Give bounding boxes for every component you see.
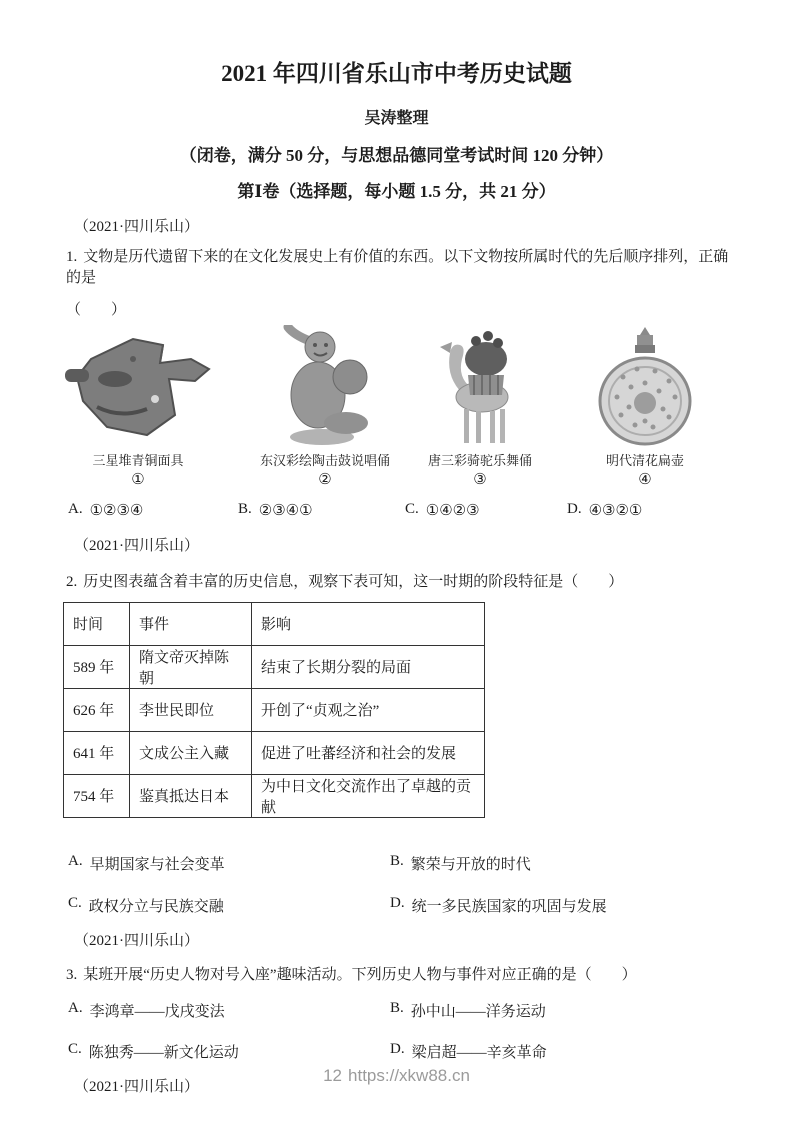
table-cell: 开创了“贞观之治” bbox=[252, 688, 485, 731]
option-3c bbox=[68, 1041, 390, 1062]
option-label: B. bbox=[390, 999, 404, 1016]
option-label: C. bbox=[405, 500, 419, 517]
option-value: ①④②③ bbox=[425, 502, 480, 519]
option-value: ④③②① bbox=[588, 502, 643, 519]
question-2-stem bbox=[66, 572, 735, 593]
option-3d bbox=[390, 1041, 547, 1062]
question-3-options-row-1 bbox=[68, 1000, 793, 1021]
table-cell: 为中日文化交流作出了卓越的贡献 bbox=[252, 774, 485, 817]
page-footer bbox=[0, 1066, 793, 1086]
table-header-impact: 影响 bbox=[252, 602, 485, 645]
option-value: 陈独秀——新文化运动 bbox=[88, 1044, 239, 1061]
question-1-text: 文物是历代遗留下来的在文化发展史上有价值的东西。以下文物按所属时代的先后顺序排列，正确的是 bbox=[66, 248, 729, 286]
option-value: 梁启超——辛亥革命 bbox=[411, 1044, 547, 1061]
camel-figurine-image bbox=[436, 323, 524, 447]
page-number: 12 bbox=[323, 1066, 343, 1085]
table-header-event: 事件 bbox=[130, 602, 252, 645]
option-label: D. bbox=[390, 1040, 405, 1057]
table-cell: 促进了吐蕃经济和社会的发展 bbox=[252, 731, 485, 774]
option-3a bbox=[68, 1000, 390, 1021]
option-2d bbox=[390, 895, 607, 916]
exam-note: （闭卷，满分 50 分，与思想品德同堂考试时间 120 分钟） bbox=[179, 145, 614, 165]
option-1c bbox=[405, 501, 567, 520]
question-1-number: 1. bbox=[66, 248, 78, 265]
artifact-caption-2: 东汉彩绘陶击鼓说唱俑 bbox=[259, 452, 390, 468]
table-row bbox=[64, 688, 485, 731]
question-2-number: 2. bbox=[66, 573, 78, 590]
storyteller-figurine-image bbox=[274, 325, 376, 447]
artifact-figure-3 bbox=[415, 323, 545, 489]
table-row bbox=[64, 645, 485, 688]
option-1b bbox=[238, 501, 405, 520]
table-cell: 754 年 bbox=[64, 774, 130, 817]
table-row bbox=[64, 774, 485, 817]
flat-flask-image bbox=[593, 325, 697, 447]
question-3-stem bbox=[66, 965, 735, 986]
question-2-options-row-2 bbox=[68, 895, 793, 916]
site-url[interactable]: https://xkw88.cn bbox=[348, 1066, 470, 1085]
option-value: 政权分立与民族交融 bbox=[88, 898, 224, 915]
table-header-row bbox=[64, 602, 485, 645]
table-cell: 626 年 bbox=[64, 688, 130, 731]
artifact-index-2: ② bbox=[318, 471, 332, 488]
option-label: A. bbox=[68, 852, 83, 869]
option-value: 早期国家与社会变革 bbox=[89, 856, 225, 873]
artifact-caption-4: 明代清花扁壶 bbox=[605, 452, 684, 468]
artifact-caption-1: 三星堆青铜面具 bbox=[92, 452, 184, 468]
option-1d bbox=[567, 501, 642, 520]
option-1a bbox=[68, 501, 238, 520]
question-3-options-row-2 bbox=[68, 1041, 793, 1062]
option-2b bbox=[390, 853, 531, 874]
question-1-stem bbox=[66, 247, 735, 289]
question-3-number: 3. bbox=[66, 966, 78, 983]
option-label: C. bbox=[68, 894, 82, 911]
option-label: A. bbox=[68, 500, 83, 517]
option-value: 李鸿章——戊戌变法 bbox=[89, 1003, 225, 1020]
table-header-time: 时间 bbox=[64, 602, 130, 645]
table-cell: 结束了长期分裂的局面 bbox=[252, 645, 485, 688]
artifact-figure-4 bbox=[570, 325, 720, 489]
history-events-table bbox=[63, 602, 485, 818]
option-label: D. bbox=[390, 894, 405, 911]
option-2a bbox=[68, 853, 390, 874]
table-row bbox=[64, 731, 485, 774]
option-value: 孙中山——洋务运动 bbox=[410, 1003, 546, 1020]
question-1-answer-bracket: （ ） bbox=[66, 301, 127, 318]
table-cell: 589 年 bbox=[64, 645, 130, 688]
section-heading: 第Ⅰ卷（选择题，每小题 1.5 分，共 21 分） bbox=[237, 181, 556, 201]
source-tag-3: （2021·四川乐山） bbox=[74, 932, 199, 949]
source-tag-2: （2021·四川乐山） bbox=[74, 537, 199, 554]
option-value: 繁荣与开放的时代 bbox=[410, 856, 531, 873]
compiler-line: 吴涛整理 bbox=[364, 109, 429, 127]
bronze-mask-image bbox=[63, 329, 213, 447]
source-tag-1: （2021·四川乐山） bbox=[74, 218, 199, 235]
option-3b bbox=[390, 1000, 546, 1021]
artifact-index-3: ③ bbox=[473, 471, 487, 488]
artifact-caption-3: 唐三彩骑驼乐舞俑 bbox=[427, 452, 532, 468]
artifact-figure-2 bbox=[250, 325, 400, 489]
option-label: A. bbox=[68, 999, 83, 1016]
page-title: 2021 年四川省乐山市中考历史试题 bbox=[221, 61, 572, 86]
artifact-figures-row bbox=[0, 329, 793, 489]
question-1-options bbox=[68, 501, 793, 520]
option-label: B. bbox=[390, 852, 404, 869]
option-value: ②③④① bbox=[258, 502, 313, 519]
option-label: B. bbox=[238, 500, 252, 517]
artifact-figure-1 bbox=[48, 329, 228, 489]
table-cell: 641 年 bbox=[64, 731, 130, 774]
question-2-options-row-1 bbox=[68, 853, 793, 874]
artifact-index-4: ④ bbox=[638, 471, 652, 488]
option-2c bbox=[68, 895, 390, 916]
source-tag-4: （2021·四川乐山） bbox=[74, 1078, 199, 1095]
artifact-index-1: ① bbox=[131, 471, 145, 488]
option-value: ①②③④ bbox=[89, 502, 144, 519]
table-cell: 文成公主入藏 bbox=[130, 731, 252, 774]
table-cell: 鉴真抵达日本 bbox=[130, 774, 252, 817]
table-cell: 隋文帝灭掉陈朝 bbox=[130, 645, 252, 688]
option-label: D. bbox=[567, 500, 582, 517]
option-value: 统一多民族国家的巩固与发展 bbox=[411, 898, 607, 915]
question-2-text: 历史图表蕴含着丰富的历史信息，观察下表可知，这一时期的阶段特征是（ ） bbox=[83, 573, 624, 590]
option-label: C. bbox=[68, 1040, 82, 1057]
table-cell: 李世民即位 bbox=[130, 688, 252, 731]
question-3-text: 某班开展“历史人物对号入座”趣味活动。下列历史人物与事件对应正确的是（ ） bbox=[83, 966, 637, 983]
